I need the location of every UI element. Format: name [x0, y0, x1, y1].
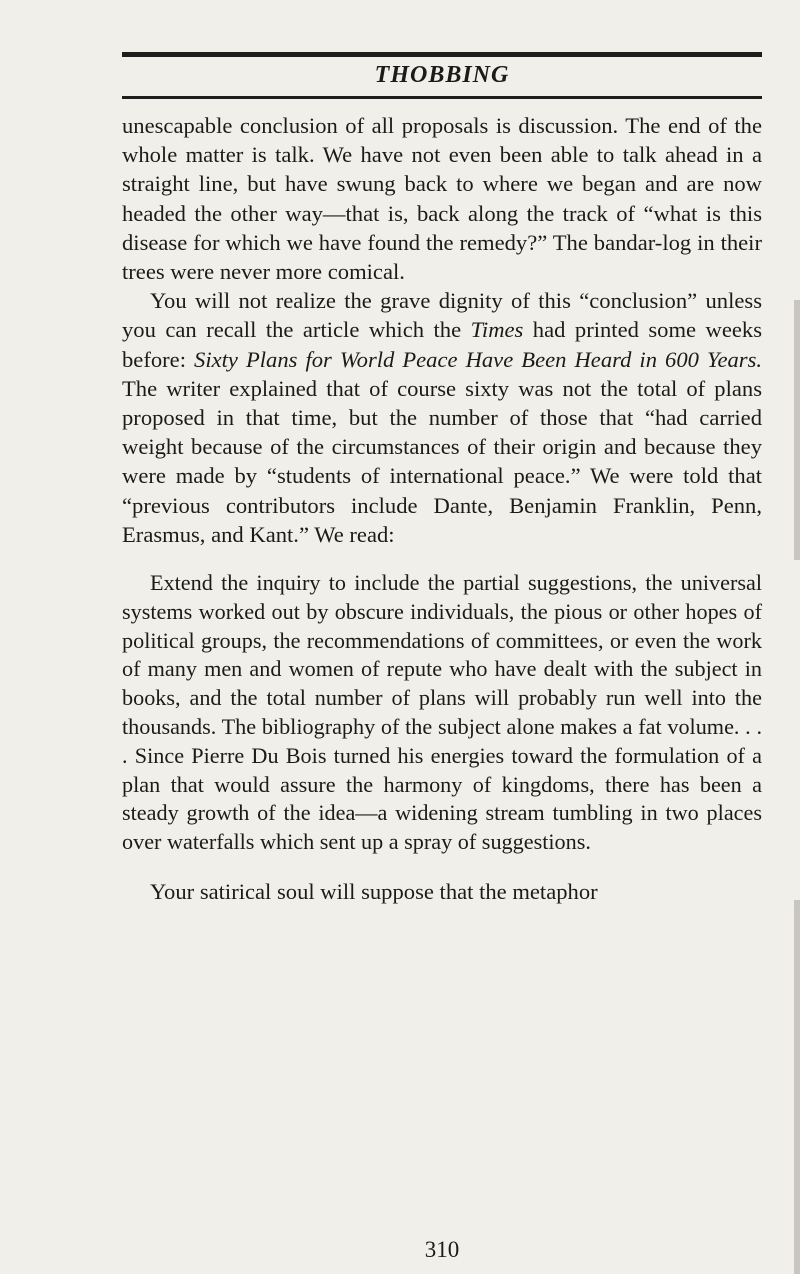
- header-rule-bottom: [122, 96, 762, 99]
- page-edge-shadow-lower: [794, 900, 800, 1274]
- block-quote: Extend the inquiry to include the partial suggestions, the universal systems worked out by obscure individuals, the pious or other hopes of political groups, the recommendations of committees, or even the work of many men and women of repute who have dealt with the subject in books, and the total number of plans will probably run well into the thousands. The bibliography of the subject alone makes a fat volume. . . . Since Pierre Du Bois turned his energies toward the formulation of a plan that would assure the harmony of kingdoms, there has been a steady growth of the idea—a widening stream tumbling in two places over waterfalls which sent up a spray of suggestions.: [122, 570, 762, 855]
- header-rule-top: [122, 52, 762, 57]
- paragraph-2-text-b: had printed some weeks before:: [122, 317, 762, 372]
- paragraph-1: unescapable conclusion of all proposals is discussion. The end of the whole matter is talk. We have not even been able to talk ahead in a straight line, but have swung back to where we began and are now headed the other way—that is, back along the track of “what is this disease for which we have found the remedy?” The bandar-log in their trees were never more comical.: [122, 113, 762, 285]
- article-title: Sixty Plans for World Peace Have Been Heard in 600 Years.: [194, 346, 763, 372]
- page-edge-shadow: [794, 300, 800, 560]
- paragraph-2-text-a: You will not realize the grave dignity of this “conclusion” unless you can recall the article which the: [122, 288, 762, 343]
- paragraph-2: [122, 286, 762, 549]
- paragraph-3: Your satirical soul will suppose that the metaphor: [150, 879, 598, 905]
- paragraph-2-text-c: The writer explained that of course sixty was not the total of plans proposed in that time, but the number of those that “had carried weight because of the circumstances of their origin and because they were made by “students of international peace.” We were told that “previous contributors include Dante, Benjamin Franklin, Penn, Erasmus, and Kant.” We read:: [122, 375, 762, 547]
- body-text: [122, 111, 762, 906]
- page-number: 310: [424, 1237, 460, 1262]
- newspaper-name: Times: [470, 317, 524, 343]
- running-title: THOBBING: [374, 62, 510, 88]
